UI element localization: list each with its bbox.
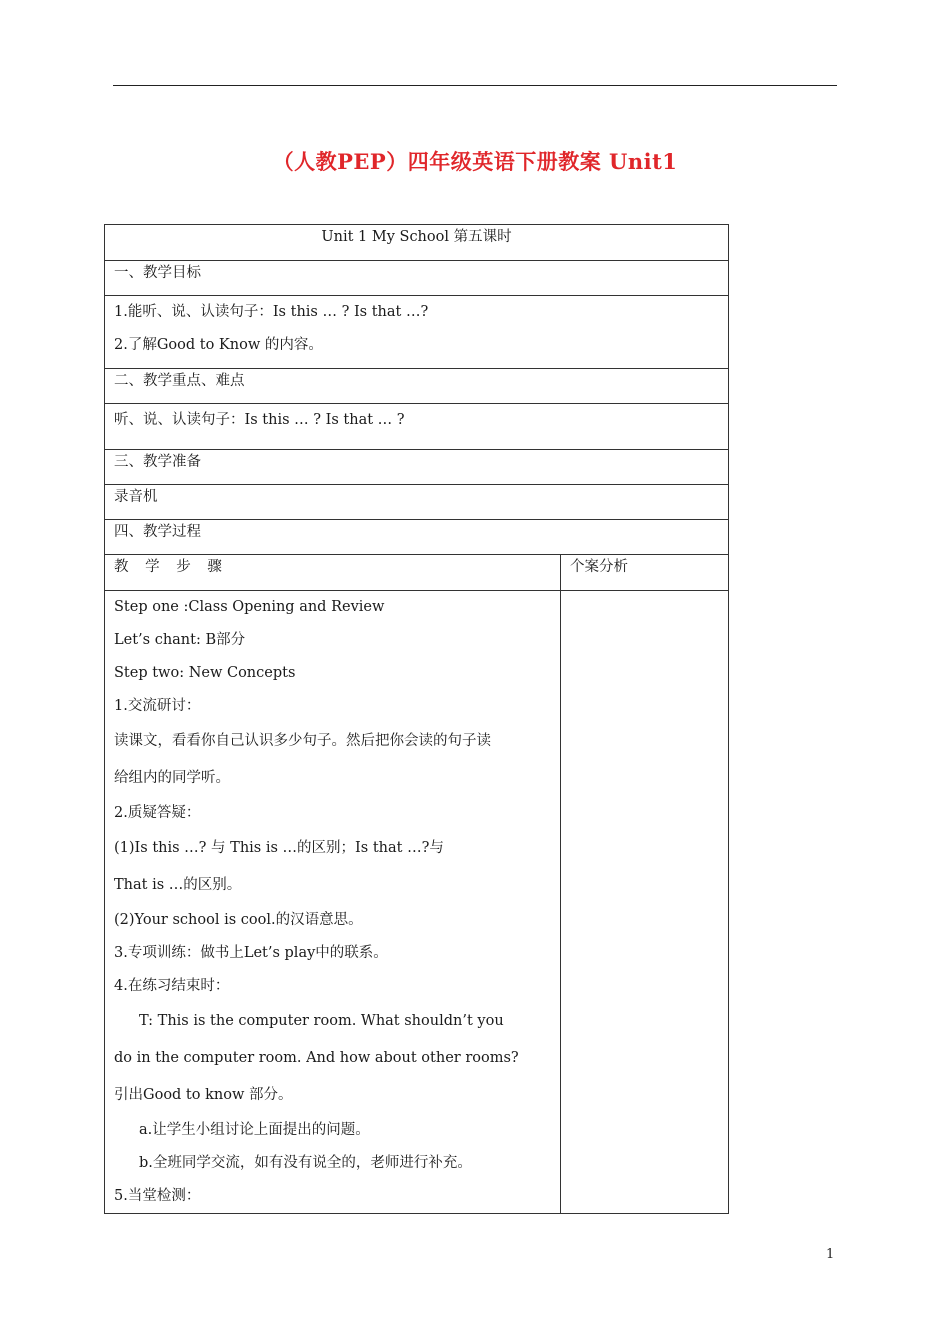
step-line: Step one :Class Opening and Review [114, 599, 385, 615]
document-title: （人教PEP）四年级英语下册教案 Unit1 [272, 149, 678, 174]
goal-item: 2.了解Good to Know 的内容。 [114, 337, 323, 353]
analysis-column-header: 个案分析 [561, 555, 729, 591]
step-line: (2)Your school is cool.的汉语意思。 [114, 912, 363, 928]
keypoints-text: 听、说、认读句子：Is this … ? Is that … ? [114, 412, 405, 428]
step-line: 4.在练习结束时： [114, 978, 230, 994]
step-line: 5.当堂检测： [114, 1188, 201, 1204]
step-line: a.让学生小组讨论上面提出的问题。 [139, 1122, 370, 1138]
step-line: 3.专项训练：做书上Let’s play中的联系。 [114, 945, 388, 961]
lesson-plan-table [104, 224, 729, 1214]
page-number: 1 [826, 1247, 835, 1262]
prep-text: 录音机 [105, 485, 729, 520]
goal-item: 1.能听、说、认读句子：Is this … ? Is that …? [114, 304, 429, 320]
lesson-header: Unit 1 My School 第五课时 [105, 225, 729, 261]
step-line: 读课文，看看你自己认识多少句子。然后把你会读的句子读 [114, 733, 491, 749]
goals-heading: 一、教学目标 [105, 261, 729, 296]
step-line: That is …的区别。 [114, 877, 242, 893]
step-line: 给组内的同学听。 [114, 770, 230, 786]
step-line: (1)Is this …? 与 This is …的区别；Is that …?与 [114, 840, 444, 856]
prep-heading: 三、教学准备 [105, 450, 729, 485]
step-line: do in the computer room. And how about other rooms? [114, 1050, 519, 1066]
goals-cell [105, 296, 729, 369]
step-line: 引出Good to know 部分。 [114, 1087, 293, 1103]
keypoints-heading: 二、教学重点、难点 [105, 369, 729, 404]
steps-column-label: 教 学 步 骤 [114, 559, 228, 575]
header-rule [113, 85, 837, 86]
step-line: T: This is the computer room. What shouldn’t you [139, 1013, 504, 1029]
step-line: Let’s chant: B部分 [114, 632, 246, 648]
steps-cell [105, 591, 561, 1214]
steps-column-header [105, 555, 561, 591]
analysis-cell [561, 591, 729, 1214]
step-line: 1.交流研讨： [114, 698, 201, 714]
step-line: Step two: New Concepts [114, 665, 296, 681]
step-line: b.全班同学交流，如有没有说全的，老师进行补充。 [139, 1155, 472, 1171]
step-line: 2.质疑答疑： [114, 805, 201, 821]
keypoints-cell [105, 404, 729, 450]
process-heading: 四、教学过程 [105, 520, 729, 555]
